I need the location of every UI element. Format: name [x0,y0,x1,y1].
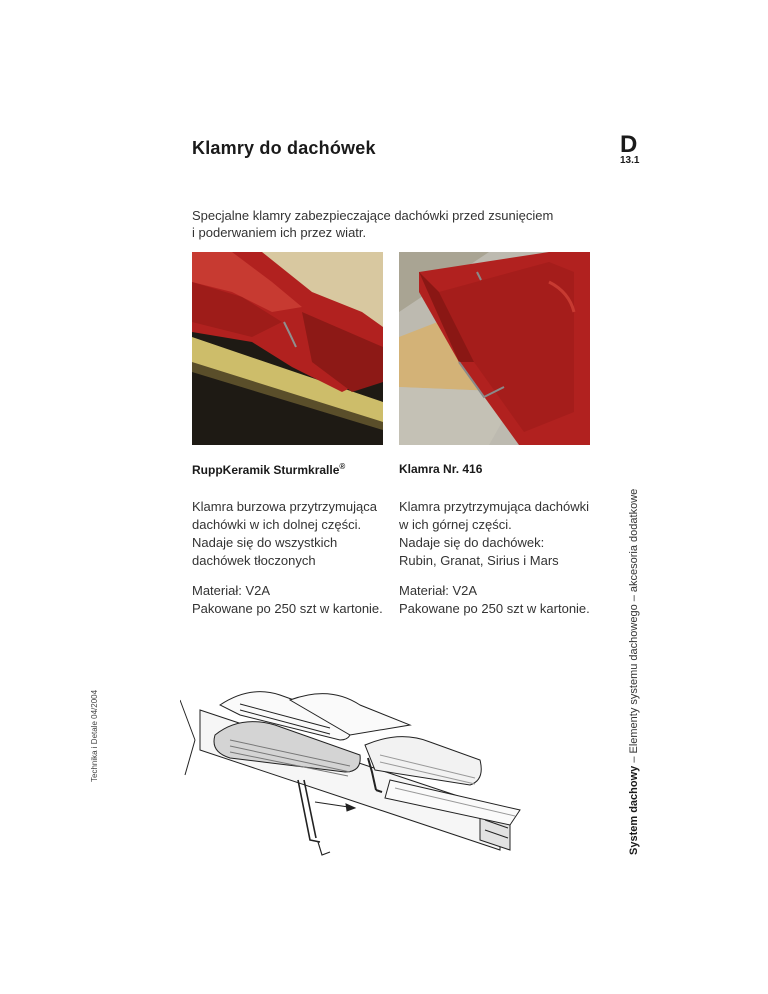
product-name-text: RuppKeramik Sturmkralle [192,463,340,477]
intro-text [192,207,592,241]
intro-line: i poderwaniem ich przez wiatr. [192,225,367,240]
description-line: Nadaje się do dachówek: [399,535,545,550]
product-name-klamra-416: Klamra Nr. 416 [399,462,483,476]
description-line: Klamra przytrzymująca dachówki [399,499,590,514]
photo-sturmkralle [192,252,383,445]
section-number: 13.1 [620,155,640,166]
photo-klamra-416-illustration [399,252,590,445]
sidebar-caption [628,489,640,855]
description-line: Rubin, Granat, Sirius i Mars [399,553,559,568]
product-description-klamra-416 [399,498,599,570]
packaging-text: Pakowane po 250 szt w kartonie. [192,601,383,616]
section-letter: D [620,131,638,158]
description-line: w ich górnej części. [399,517,512,532]
description-line: dachówek tłoczonych [192,553,316,568]
packaging-text: Pakowane po 250 szt w kartonie. [399,601,590,616]
footer-publication-label: Technika i Detale 04/2004 [90,689,99,782]
photo-sturmkralle-illustration [192,252,383,445]
sidebar-caption-bold: System dachowy [628,765,640,855]
material-text: Materiał: V2A [399,583,478,598]
page-title: Klamry do dachówek [192,138,376,158]
photo-klamra-416 [399,252,590,445]
description-line: Klamra burzowa przytrzymująca [192,499,377,514]
product-name-sturmkralle [192,462,345,477]
sidebar-caption-rest: – Elementy systemu dachowego – akcesoria dodatkowe [628,488,640,766]
intro-line: Specjalne klamry zabezpieczające dachówki przed zsunięciem [192,208,554,223]
product-specs-klamra-416 [399,582,604,618]
description-line: Nadaje się do wszystkich [192,535,338,550]
trademark-symbol: ® [339,462,346,471]
roof-tile-clip-drawing [180,680,540,865]
technical-drawing [180,680,540,865]
product-description-sturmkralle [192,498,392,570]
product-specs-sturmkralle [192,582,397,618]
description-line: dachówki w ich dolnej części. [192,517,362,532]
material-text: Materiał: V2A [192,583,271,598]
